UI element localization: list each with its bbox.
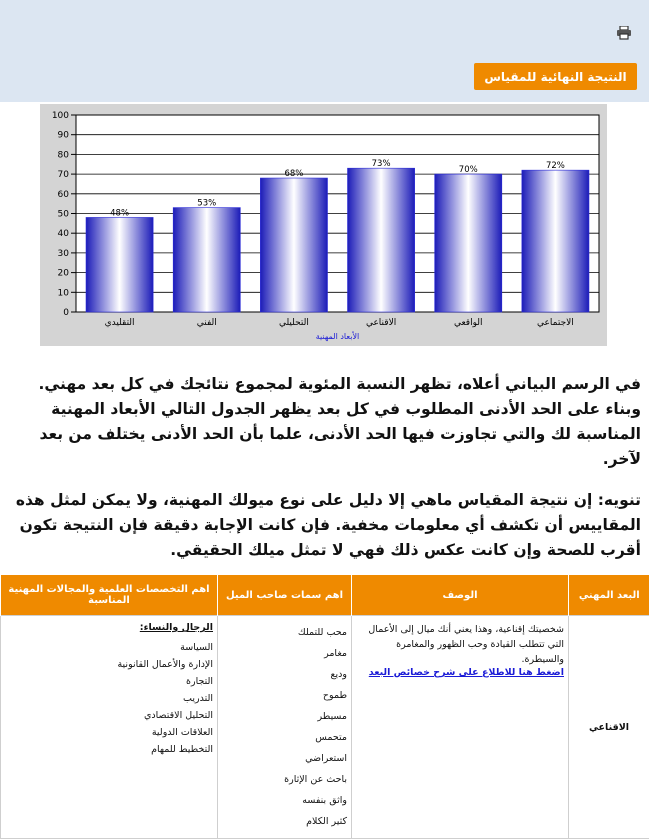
field-item: السياسة [5, 639, 213, 656]
bar [173, 208, 240, 312]
category-label: التقليدي [105, 318, 135, 328]
fields-header: الرجال والنساء: [5, 622, 213, 633]
y-tick-label: 80 [58, 150, 70, 160]
field-item: التدريب [5, 690, 213, 707]
description-text: شخصيتك إقناعية، وهذا يعني أنك ميال إلى الأعمال التي تتطلب القيادة وحب الظهور والمغامرة والسيطرة. [356, 622, 564, 667]
trait-item: وديع [222, 664, 347, 685]
bar [86, 217, 153, 312]
field-item: التجارة [5, 673, 213, 690]
y-tick-label: 10 [58, 288, 70, 298]
printer-icon[interactable] [616, 26, 632, 40]
dimension-cell: الاقناعي [569, 616, 649, 839]
header-fields: اهم التخصصات العلمية والمجالات المهنية المناسبة [1, 575, 218, 616]
category-label: الاقناعي [366, 318, 396, 328]
traits-cell [218, 616, 352, 839]
trait-item: واثق بنفسه [222, 790, 347, 811]
header-traits: اهم سمات صاحب الميل [218, 575, 352, 616]
bar-value-label: 70% [459, 165, 478, 175]
table-header-row [1, 575, 649, 616]
category-label: التحليلي [279, 318, 309, 328]
results-table-wrap [0, 575, 649, 827]
y-tick-label: 20 [58, 269, 70, 279]
category-label: الفني [197, 318, 217, 328]
bar-value-label: 73% [372, 159, 391, 169]
header-description: الوصف [352, 575, 569, 616]
table-row [1, 616, 649, 839]
category-label: الواقعي [454, 318, 483, 328]
disclaimer-paragraph: تنويه: إن نتيجة المقياس ماهي إلا دليل على نوع ميولك المهنية، ولا يمكن لمثل هذه المقاييس أن تكشف أي معلومات مخفية. فإن كانت الإجابة دقيقة فإن النتيجة تكون أقرب للصحة وإن كانت عكس ذلك فهي لا تمثل ميلك الحقيقي. [6, 488, 641, 563]
description-cell [352, 616, 569, 839]
y-tick-label: 30 [58, 249, 70, 259]
bar-value-label: 72% [546, 161, 565, 171]
trait-item: محب للتملك [222, 622, 347, 643]
y-tick-label: 90 [58, 131, 70, 141]
fields-cell [1, 616, 218, 839]
field-item: العلاقات الدولية [5, 724, 213, 741]
field-item: الإدارة والأعمال القانونية [5, 656, 213, 673]
bar [348, 168, 415, 312]
y-tick-label: 0 [63, 308, 69, 318]
x-axis-label: الأبعاد المهنية [316, 331, 360, 341]
chart-panel [40, 104, 607, 346]
bar [435, 174, 502, 312]
bar [522, 170, 589, 312]
trait-item: استعراضي [222, 748, 347, 769]
trait-item: مغامر [222, 643, 347, 664]
y-tick-label: 40 [58, 229, 70, 239]
y-tick-label: 50 [58, 210, 70, 220]
final-result-button[interactable]: النتيجة النهائية للمقياس [474, 63, 637, 90]
dimension-details-link[interactable]: اضغط هنا للاطلاع على شرح خصائص البعد [356, 667, 564, 678]
trait-item: طموح [222, 685, 347, 706]
trait-item: مسيطر [222, 706, 347, 727]
trait-item: متحمس [222, 727, 347, 748]
y-tick-label: 60 [58, 190, 70, 200]
header-dimension: البعد المهني [569, 575, 649, 616]
trait-item: باحث عن الإثارة [222, 769, 347, 790]
category-label: الاجتماعي [537, 318, 574, 328]
results-table [0, 575, 649, 839]
bar-value-label: 53% [197, 199, 216, 209]
bar-value-label: 48% [110, 208, 129, 218]
trait-item: كثير الكلام [222, 811, 347, 832]
intro-paragraph: في الرسم البياني أعلاه، تظهر النسبة المئوية لمجموع نتائجك في كل بعد مهني. وبناء على الحد الأدنى المطلوب في كل بعد يظهر الجدول التالي الأبعاد المهنية المناسبة لك والتي تجاوزت فيها الحد الأدنى، علما بأن الحد الأدنى يختلف من بعد لآخر. [6, 372, 641, 472]
bar-chart [40, 104, 607, 346]
field-item: التحليل الاقتصادي [5, 707, 213, 724]
y-tick-label: 70 [58, 170, 70, 180]
bar-value-label: 68% [284, 169, 303, 179]
bar [260, 178, 327, 312]
field-item: التخطيط للمهام [5, 741, 213, 758]
y-tick-label: 100 [52, 111, 69, 121]
